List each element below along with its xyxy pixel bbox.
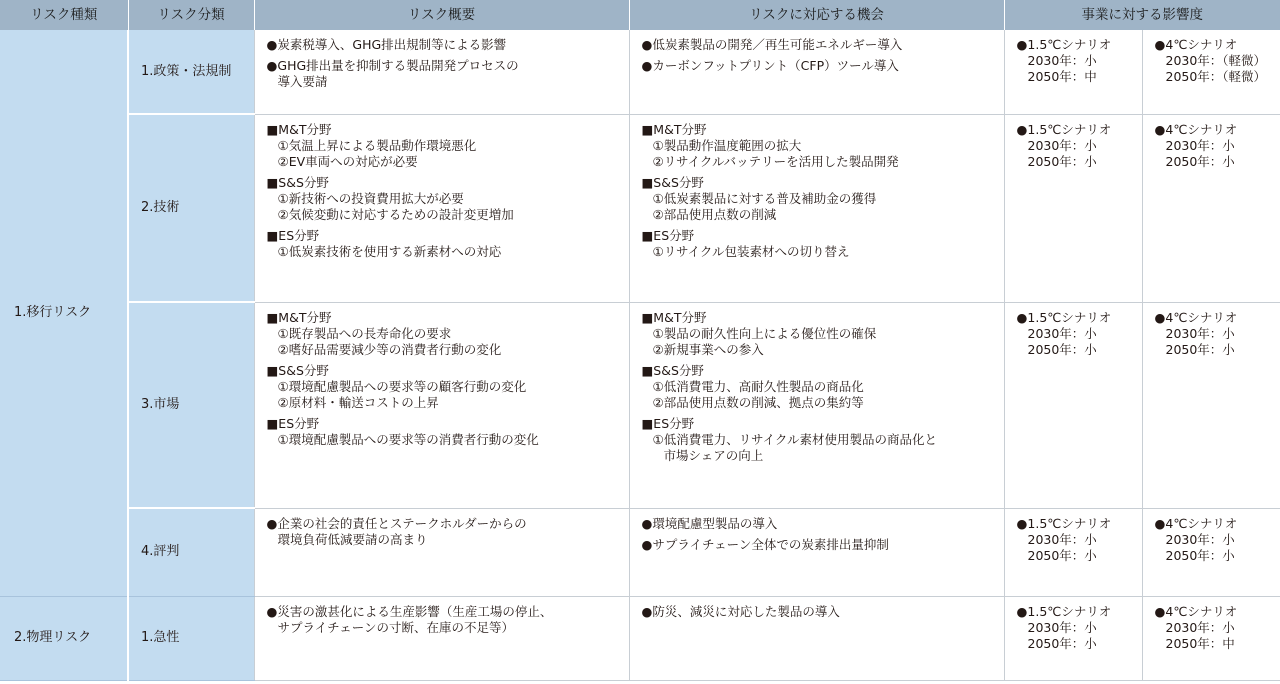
opportunity-line: ■S&S分野 (641, 362, 704, 378)
opportunity-line: ②リサイクルバッテリーを活用した製品開発 (652, 153, 899, 169)
risk-summary-line: ②EV車両への対応が必要 (277, 153, 418, 169)
opportunity-line: ●カーボンフットプリント（CFP）ツール導入 (641, 58, 899, 73)
risk-summary-line: ①低炭素技術を使用する新素材への対応 (277, 243, 502, 259)
impact-1-5c-cell (1004, 30, 1142, 114)
risk-summary-line: ■M&T分野 (266, 121, 332, 137)
impact-line: 2050年：（軽微） (1165, 69, 1267, 84)
risk-summary-cell (254, 596, 629, 680)
opportunity-line: ●環境配慮型製品の導入 (641, 515, 778, 531)
impact-line: ●4℃シナリオ (1154, 603, 1238, 619)
opportunity-line: ●低炭素製品の開発／再生可能エネルギー導入 (641, 37, 903, 52)
risk-summary-line: ②気候変動に対応するための設計変更増加 (277, 206, 514, 222)
risk-type-transition: 1.移行リスク (0, 30, 128, 596)
impact-line: 2050年：中 (1165, 635, 1235, 651)
table-row (0, 596, 1280, 680)
impact-1-5c-cell (1004, 302, 1142, 508)
impact-line: 2030年：小 (1027, 325, 1097, 341)
impact-4c-cell (1142, 114, 1280, 302)
opportunity-line: ■S&S分野 (641, 174, 704, 190)
risk-summary-line: ②原材料・輸送コストの上昇 (277, 394, 439, 410)
opportunity-line: ①製品動作温度範囲の拡大 (652, 137, 802, 153)
opportunity-line: ①低消費電力、リサイクル素材使用製品の商品化と (652, 431, 937, 447)
opportunity-line: ■ES分野 (641, 415, 695, 431)
opportunity-cell (629, 114, 1004, 302)
risk-summary-line: ●災害の激甚化による生産影響（生産工場の停止、 (266, 603, 553, 619)
risk-summary-line: ■ES分野 (266, 415, 320, 431)
risk-summary-line: ■S&S分野 (266, 174, 329, 190)
risk-summary-cell (254, 114, 629, 302)
opportunity-cell (629, 596, 1004, 680)
impact-line: ●4℃シナリオ (1154, 37, 1238, 52)
risk-summary-line: ■M&T分野 (266, 309, 332, 325)
risk-summary-line: ①既存製品への長寿命化の要求 (277, 325, 452, 341)
risk-summary-cell (254, 508, 629, 596)
opportunity-line: ①製品の耐久性向上による優位性の確保 (652, 325, 877, 341)
impact-line: 2030年：小 (1165, 137, 1235, 153)
opportunity-line: ●防災、減災に対応した製品の導入 (641, 603, 840, 619)
opportunity-line: ①リサイクル包装素材への切り替え (652, 243, 850, 259)
impact-1-5c-cell (1004, 508, 1142, 596)
impact-line: 2050年：小 (1027, 341, 1097, 357)
header-business-impact: 事業に対する影響度 (1004, 0, 1280, 30)
header-risk-summary: リスク概要 (254, 0, 629, 30)
impact-line: 2030年：小 (1027, 137, 1097, 153)
impact-line: ●4℃シナリオ (1154, 515, 1238, 531)
risk-summary-line: ●GHG排出量を抑制する製品開発プロセスの (266, 58, 519, 73)
impact-line: 2030年：小 (1027, 531, 1097, 547)
impact-line: ●1.5℃シナリオ (1016, 515, 1112, 531)
opportunity-line: ①低消費電力、高耐久性製品の商品化 (652, 378, 864, 394)
impact-line: 2050年：小 (1165, 547, 1235, 563)
opportunity-line: ②部品使用点数の削減 (652, 206, 777, 222)
impact-line: 2050年：小 (1027, 635, 1097, 651)
impact-line: ●1.5℃シナリオ (1016, 121, 1112, 137)
risk-summary-line: ②嗜好品需要減少等の消費者行動の変化 (277, 341, 502, 357)
impact-4c-cell (1142, 30, 1280, 114)
impact-4c-cell (1142, 508, 1280, 596)
impact-line: 2030年：小 (1165, 531, 1235, 547)
risk-summary-line: ①環境配慮製品への要求等の消費者行動の変化 (277, 431, 539, 447)
risk-category-market: 3.市場 (128, 302, 254, 508)
opportunity-line: ①低炭素製品に対する普及補助金の獲得 (652, 190, 877, 206)
opportunity-line: ②部品使用点数の削減、拠点の集約等 (652, 394, 864, 410)
opportunity-line: ■M&T分野 (641, 309, 707, 325)
header-risk-type: リスク種類 (0, 0, 128, 30)
risk-type-physical: 2.物理リスク (0, 596, 128, 680)
impact-line: 2030年：小 (1165, 325, 1235, 341)
impact-line: 2030年：小 (1165, 619, 1235, 635)
risk-summary-cell (254, 302, 629, 508)
table-row (0, 302, 1280, 508)
header-row (0, 0, 1280, 30)
impact-line: ●4℃シナリオ (1154, 309, 1238, 325)
risk-summary-line: 環境負荷低減要請の高まり (277, 531, 428, 547)
impact-line: 2050年：小 (1165, 341, 1235, 357)
impact-line: ●1.5℃シナリオ (1016, 603, 1112, 619)
impact-line: 2050年：小 (1027, 153, 1097, 169)
risk-summary-line: サプライチェーンの寸断、在庫の不足等） (277, 619, 515, 635)
table-row (0, 114, 1280, 302)
impact-line: 2050年：小 (1165, 153, 1235, 169)
impact-line: ●1.5℃シナリオ (1016, 309, 1112, 325)
impact-1-5c-cell (1004, 114, 1142, 302)
risk-summary-cell (254, 30, 629, 114)
risk-category-technology: 2.技術 (128, 114, 254, 302)
opportunity-line: ●サプライチェーン全体での炭素排出量抑制 (641, 536, 889, 552)
impact-line: 2050年：小 (1027, 547, 1097, 563)
opportunity-line: ■M&T分野 (641, 121, 707, 137)
impact-4c-cell (1142, 302, 1280, 508)
risk-summary-line: ①環境配慮製品への要求等の顧客行動の変化 (277, 378, 527, 394)
risk-summary-line: ■S&S分野 (266, 362, 329, 378)
opportunity-cell (629, 508, 1004, 596)
opportunity-line: ■ES分野 (641, 227, 695, 243)
opportunity-cell (629, 30, 1004, 114)
table-row (0, 30, 1280, 114)
impact-line: ●1.5℃シナリオ (1016, 37, 1112, 52)
header-opportunity: リスクに対応する機会 (629, 0, 1004, 30)
opportunity-line: 市場シェアの向上 (663, 447, 764, 463)
impact-line: 2030年：（軽微） (1165, 53, 1267, 68)
impact-1-5c-cell (1004, 596, 1142, 680)
opportunity-line: ②新規事業への参入 (652, 341, 764, 357)
risk-summary-line: ■ES分野 (266, 227, 320, 243)
impact-line: 2030年：小 (1027, 619, 1097, 635)
risk-category-policy: 1.政策・法規制 (128, 30, 254, 114)
impact-line: ●4℃シナリオ (1154, 121, 1238, 137)
risk-summary-line: 導入要請 (277, 74, 328, 89)
opportunity-cell (629, 302, 1004, 508)
impact-4c-cell (1142, 596, 1280, 680)
risk-category-acute: 1.急性 (128, 596, 254, 680)
table-row (0, 508, 1280, 596)
risk-category-reputation: 4.評判 (128, 508, 254, 596)
header-risk-category: リスク分類 (128, 0, 254, 30)
risk-summary-line: ①新技術への投資費用拡大が必要 (277, 190, 464, 206)
impact-line: 2030年：小 (1027, 53, 1097, 68)
impact-line: 2050年：中 (1027, 69, 1097, 84)
risk-summary-line: ●企業の社会的責任とステークホルダーからの (266, 515, 527, 531)
risk-summary-line: ①気温上昇による製品動作環境悪化 (277, 137, 477, 153)
risk-summary-line: ●炭素税導入、GHG排出規制等による影響 (266, 37, 507, 52)
